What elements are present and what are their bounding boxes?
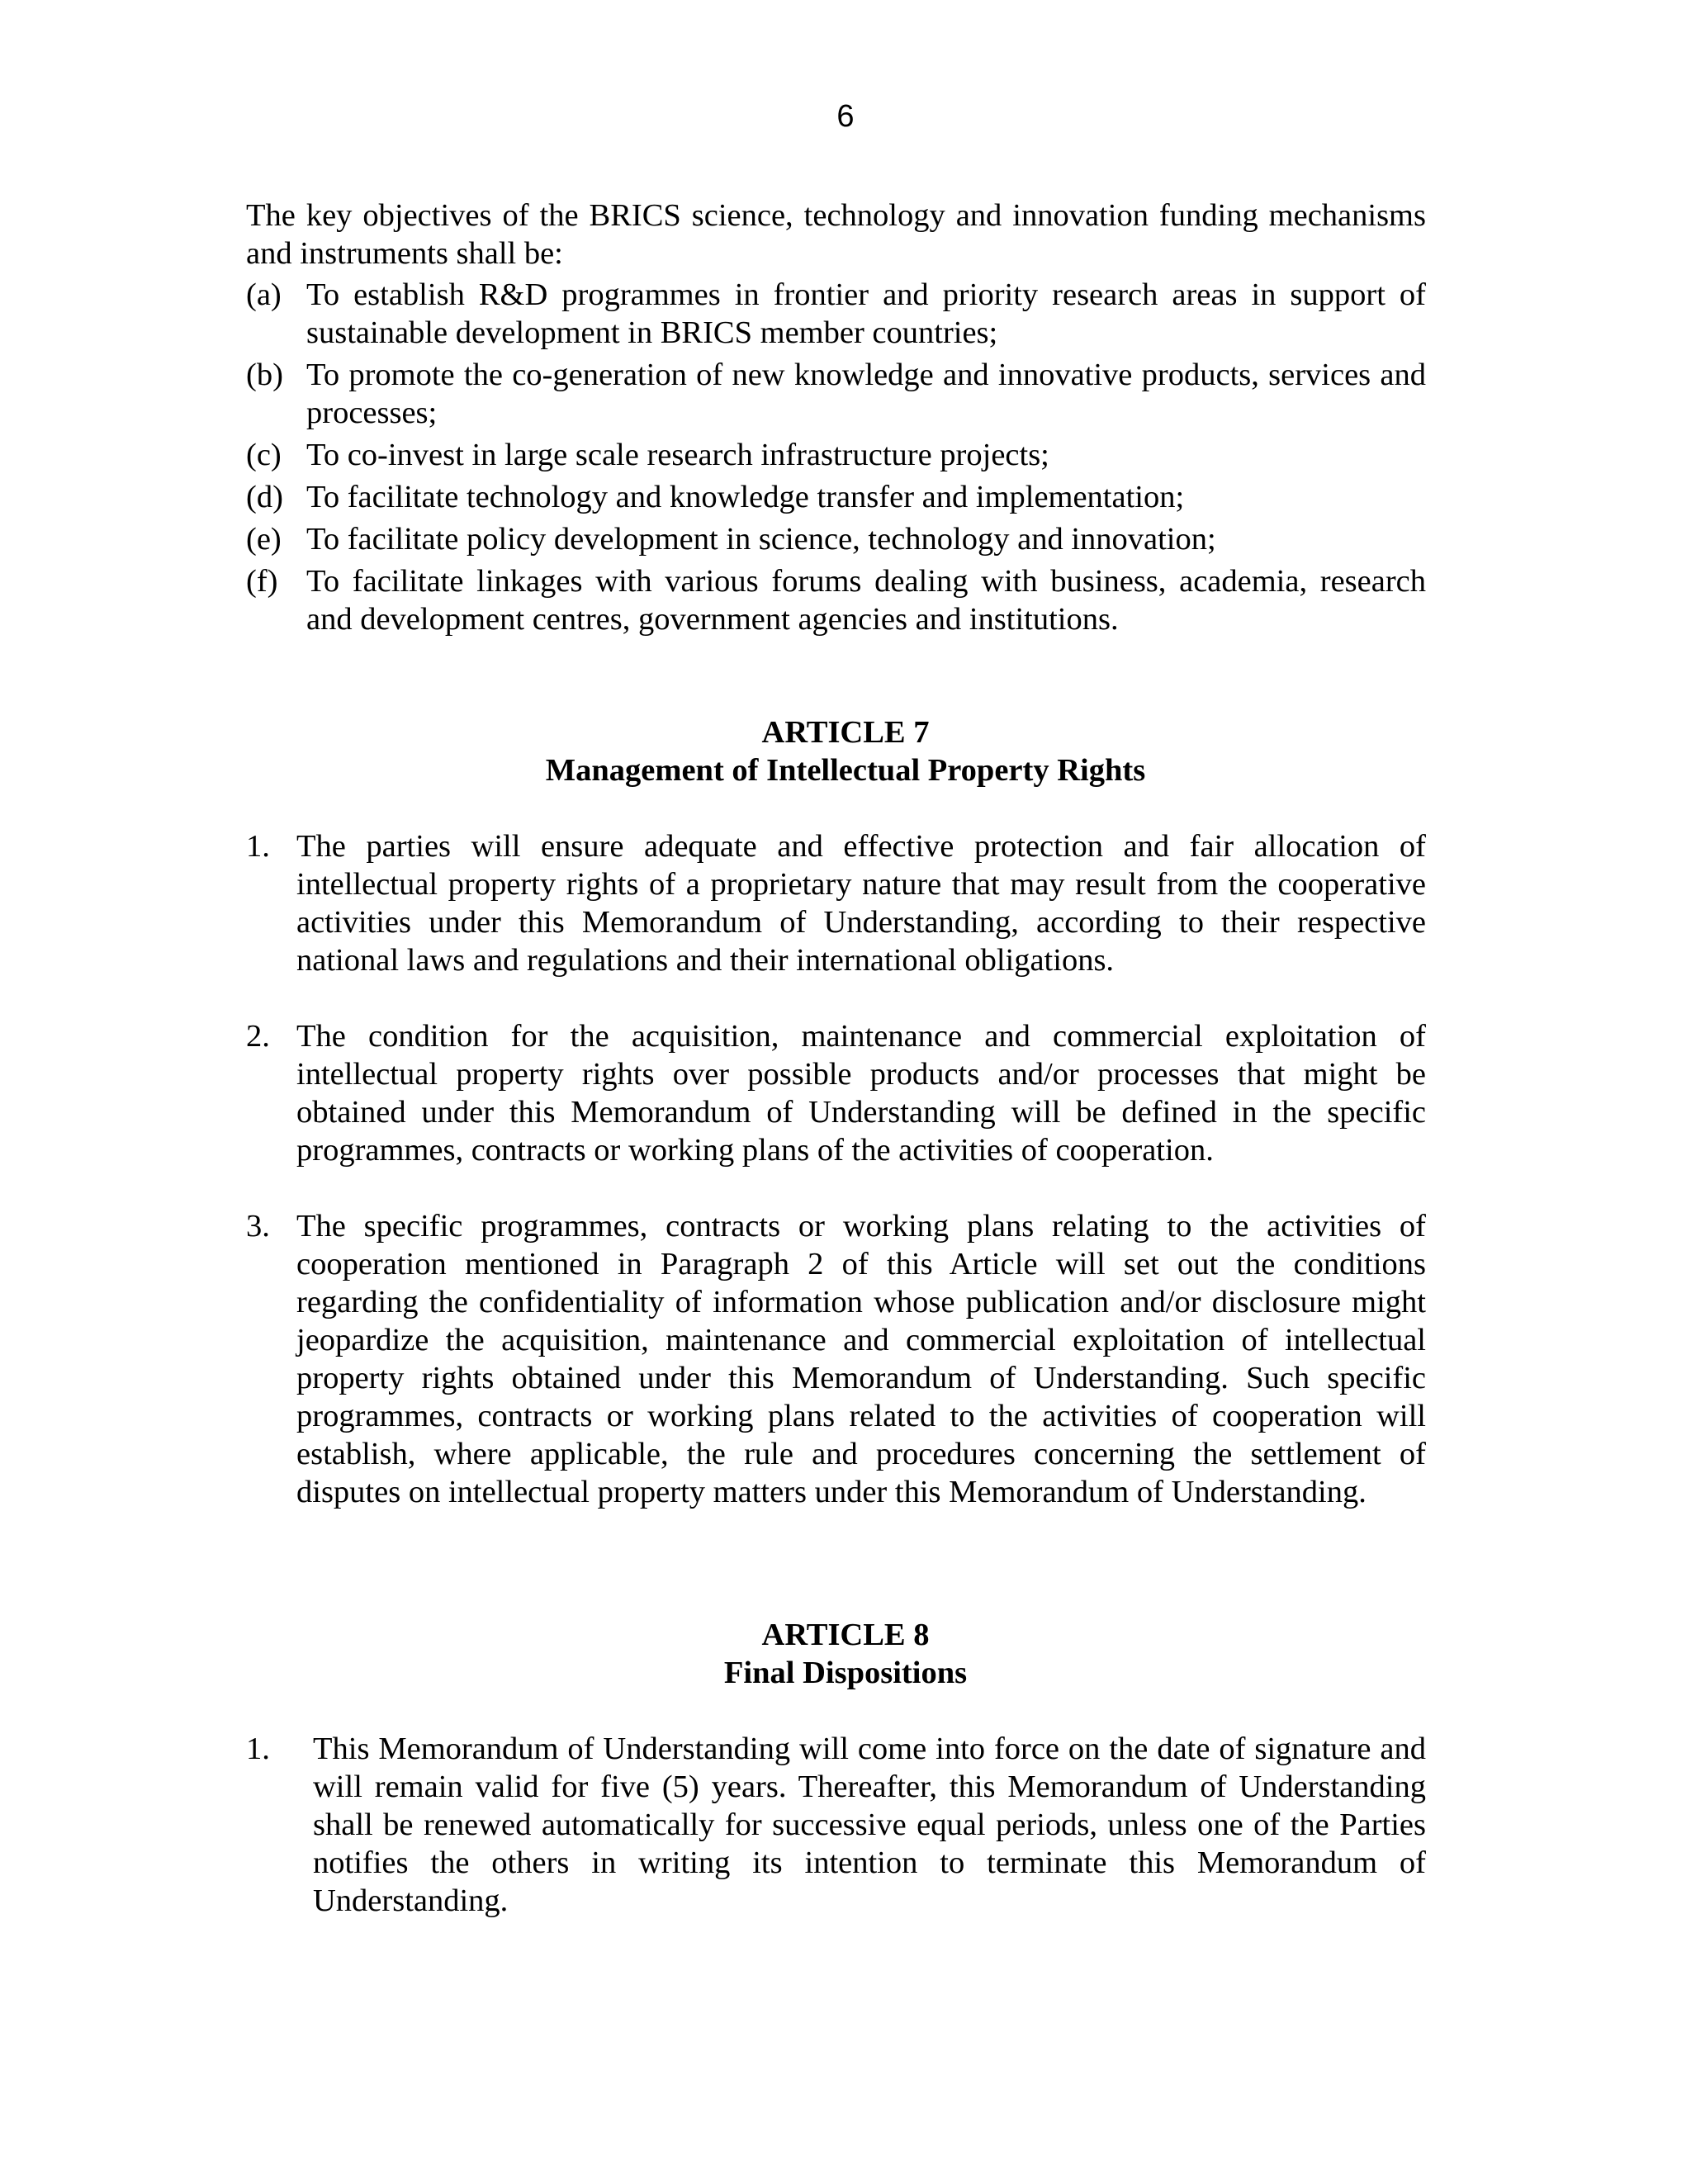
list-marker: (f) (246, 564, 278, 599)
article-8-title: ARTICLE 8 (761, 1618, 930, 1652)
article-8-paragraph (246, 1730, 1426, 1920)
list-item-text: To facilitate policy development in science, technology and innovation; (306, 522, 1216, 557)
list-item (246, 478, 1426, 516)
list-item (246, 520, 1426, 558)
article-8-paragraphs (246, 1730, 1426, 1958)
article-7-paragraphs (246, 827, 1426, 1549)
article-8-subtitle: Final Dispositions (723, 1656, 968, 1690)
list-item (246, 562, 1426, 638)
list-item-text: To co-invest in large scale research infrastructure projects; (306, 438, 1049, 472)
page-number: 6 (836, 99, 855, 134)
paragraph-number: 2. (246, 1019, 270, 1054)
list-marker: (e) (246, 522, 282, 557)
paragraph-text: The condition for the acquisition, maintenance and commercial exploitation of intellectual property rights over possible products and/or processes that might be obtained under this Memorandum of Understanding will be defined in the specific programmes, contracts or working plans of the activities of cooperation. (296, 1019, 1426, 1168)
article-7-paragraph (246, 1207, 1426, 1511)
paragraph-text: The specific programmes, contracts or working plans relating to the activities of cooperation mentioned in Paragraph 2 of this Article will set out the conditions regarding the confidentiality of information whose publication and/or disclosure might jeopardize the acquisition, maintenance and commercial exploitation of intellectual property rights obtained under this Memorandum of Understanding. Such specific programmes, contracts or working plans related to the activities of cooperation will establish, where applicable, the rule and procedures concerning the settlement of disputes on intellectual property matters under this Memorandum of Understanding. (296, 1209, 1426, 1509)
paragraph-text: The parties will ensure adequate and effective protection and fair allocation of intellectual property rights of a proprietary nature that may result from the cooperative activities under this Memorandum of Understanding, according to their respective national laws and regulations and their international obligations. (296, 829, 1426, 978)
list-marker: (c) (246, 438, 282, 472)
list-marker: (b) (246, 358, 283, 392)
article-7-heading (0, 713, 1691, 789)
article-7-paragraph (246, 1017, 1426, 1169)
list-item (246, 276, 1426, 352)
objectives-intro: The key objectives of the BRICS science, technology and innovation funding mechanisms and instruments shall be: (246, 198, 1426, 271)
paragraph-number: 1. (246, 829, 270, 864)
objectives-list (246, 276, 1426, 642)
list-marker: (a) (246, 277, 282, 312)
article-7-title: ARTICLE 7 (761, 715, 930, 750)
list-item-text: To promote the co-generation of new knowledge and innovative products, services and processes; (306, 358, 1426, 430)
list-item (246, 436, 1426, 474)
paragraph-text: This Memorandum of Understanding will come into force on the date of signature and will remain valid for five (5) years. Thereafter, this Memorandum of Understanding shall be renewed automatically for successive equal periods, unless one of the Parties notifies the others in writing its intention to terminate this Memorandum of Understanding. (313, 1732, 1426, 1918)
paragraph-number: 3. (246, 1209, 270, 1244)
list-item (246, 356, 1426, 432)
list-item-text: To establish R&D programmes in frontier and priority research areas in support of sustainable development in BRICS member countries; (306, 277, 1426, 350)
paragraph-number: 1. (246, 1732, 270, 1766)
list-item-text: To facilitate technology and knowledge transfer and implementation; (306, 480, 1185, 514)
article-7-paragraph (246, 827, 1426, 979)
article-7-subtitle: Management of Intellectual Property Rights (545, 753, 1146, 788)
list-item-text: To facilitate linkages with various forums dealing with business, academia, research and development centres, government agencies and institutions. (306, 564, 1426, 637)
article-8-heading (0, 1616, 1691, 1692)
list-marker: (d) (246, 480, 283, 514)
